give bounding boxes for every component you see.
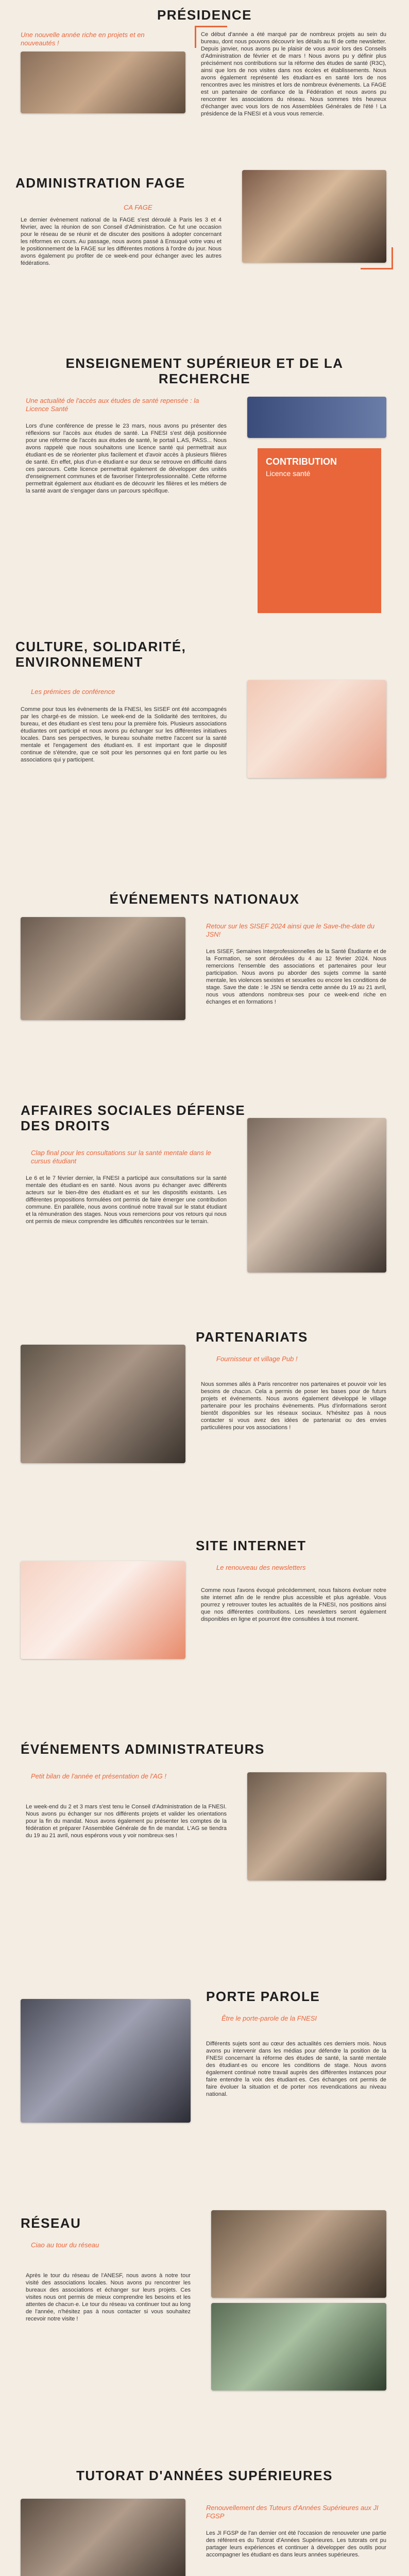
affaires-photo — [247, 1118, 386, 1273]
reseau-photo-1 — [211, 2210, 386, 2298]
evenements-admin-subtitle: Petit bilan de l'année et présentation de l'AG ! — [31, 1772, 166, 1780]
fage-title: ADMINISTRATION FAGE — [15, 175, 185, 191]
partenariats-title: PARTENARIATS — [196, 1329, 308, 1345]
evenements-subtitle: Retour sur les SISEF 2024 ainsi que le Save-the-date du JSN! — [206, 922, 375, 938]
affaires-subtitle: Clap final pour les consultations sur la santé mentale dans le cursus étudiant — [31, 1149, 211, 1165]
presidence-subtitle: Une nouvelle année riche en projets et en nouveautés ! — [21, 31, 145, 47]
tutorat-sup-subtitle: Renouvellement des Tuteurs d'Années Supérieures aux JI FGSP — [206, 2504, 379, 2520]
reseau-subtitle: Ciao au tour du réseau — [31, 2241, 99, 2249]
presidence-text: Ce début d'année a été marqué par de nombreux projets au sein du bureau, dont nous pouvons découvrir les détails au fil de cette newsletter. Depuis janvier, nous avons pu le plaisir de vous avoir lors des Conseils d'Administration de février et de mars ! Nous avons pu y définir plus précisément nos contributions sur la réforme des études de santé (R3C), ainsi que lors de nos visites dans nos écoles et établissements. Nous avons également représenté les étudiant·es en santé lors de nos rencontres avec les ministres et lors de nombreux évènements. La FAGE est un partenaire de confiance de la Fédération et nous avons pu rencontrer les associations du réseau. Nous sommes très heureux d'échanger avec vous lors de nos Assemblées Générales de l'été ! La présidence de la FNESI et à vous vous remercie. — [201, 31, 386, 117]
culture-illustration — [247, 680, 386, 778]
decor-bracket — [195, 26, 227, 48]
site-subtitle: Le renouveau des newsletters — [216, 1564, 306, 1571]
tutorat-sup-title: TUTORAT D'ANNÉES SUPÉRIEURES — [76, 2468, 333, 2483]
partenariats-text: Nous sommes allés à Paris rencontrer nos partenaires et pouvoir voir les besoins de chacun. Cela a permis de poser les bases pour de futurs projets et événements. Nous avons également développé le village partenaire pour les prochains évènements. Plus d'informations seront bientôt disponibles sur les réseaux sociaux. N'hésitez pas à nous contacter si vous avez des idées de partenariat ou des envies particulières pour vos associations ! — [201, 1381, 386, 1431]
enseignement-photo — [247, 397, 386, 438]
evenements-photo — [21, 917, 185, 1020]
reseau-text: Après le tour du réseau de l'ANESF, nous avons à notre tour visité des associations locales. Nous avons pu rencontrer les bureaux des associations et échanger sur leurs projets. Ces visites nous ont permis de mieux comprendre les besoins et les attentes de chacun·e. Le tour du réseau va continuer tout au long de l'année, n'hésitez pas à nous contacter si vous souhaitez recevoir notre visite ! — [26, 2273, 191, 2322]
evenements-admin-title: ÉVÉNEMENTS ADMINISTRATEURS — [21, 1741, 265, 1757]
evenements-admin-text: Le week-end du 2 et 3 mars s'est tenu le Conseil d'Administration de la FNESI. Nous avons pu échanger sur nos différents projets et valider les orientations pour la fin du mandat. Nous avons également pu présenter les comptes de la fédération et préparer l'Assemblée Générale de fin de mandat. L'AG se tiendra du 19 au 21 avril, nous espérons vous y voir nombreux·ses ! — [26, 1804, 227, 1839]
site-illustration — [21, 1561, 185, 1659]
culture-title: CULTURE, SOLIDARITÉ, ENVIRONNEMENT — [15, 639, 186, 670]
reseau-photo-2 — [211, 2303, 386, 2391]
cover-line2: Licence santé — [266, 469, 311, 478]
porte-parole-title: PORTE PAROLE — [206, 1989, 320, 2004]
evenements-title: ÉVÉNEMENTS NATIONAUX — [109, 891, 300, 907]
tutorat-sup-photo — [21, 2499, 185, 2576]
culture-subtitle: Les prémices de conférence — [31, 688, 115, 696]
porte-parole-subtitle: Être le porte-parole de la FNESI — [221, 2014, 317, 2022]
fage-text: Le dernier évènement national de la FAGE s'est déroulé à Paris les 3 et 4 février, avec la réunion de son Conseil d'Administration. Ce fut une occasion pour le réseau de se réunir et de discuter des positions à adopter concernant les réformes en cours. Au passage, nous avons passé à Ensuqué votre vœu et le positionnement de la FAGE sur les différentes motions à l'ordre du jour. Nous avons également pu profiter de ce week-end pour échanger avec les autres fédérations. — [21, 217, 221, 266]
evenements-admin-photo — [247, 1772, 386, 1880]
affaires-title: AFFAIRES SOCIALES DÉFENSE DES DROITS — [21, 1103, 246, 1133]
site-text: Comme nous l'avons évoqué précédemment, nous faisons évoluer notre site internet afin de le rendre plus accessible et plus agréable. Vous pourrez y retrouver toutes les actualités de la FNESI, nos positions ainsi que nos différentes contributions. Les newsletters seront également disponibles en ligne et pourront être consultées à tout moment. — [201, 1587, 386, 1622]
partenariats-photo — [21, 1345, 185, 1463]
decor-bracket — [361, 247, 393, 269]
porte-parole-text: Différents sujets sont au cœur des actualités ces derniers mois. Nous avons pu intervenir dans les médias pour défendre la position de la FNESI concernant la réforme des études de santé, la santé mentale des étudiant·es ou encore les conditions de stage. Nous avons également continué notre travail auprès des différentes instances pour faire entendre la voix des étudiant·es. Ces échanges ont permis de faire évoluer la situation et de porter nos revendications au niveau national. — [206, 2041, 386, 2097]
enseignement-title: ENSEIGNEMENT SUPÉRIEUR ET DE LA RECHERCHE — [65, 355, 344, 386]
partenariats-subtitle: Fournisseur et village Pub ! — [216, 1355, 298, 1363]
enseignement-subtitle: Une actualité de l'accès aux études de santé repensée : la Licence Santé — [26, 397, 199, 413]
cover-line1: CONTRIBUTION — [266, 456, 337, 467]
affaires-text: Le 6 et le 7 février dernier, la FNESI a participé aux consultations sur la santé mentale des étudiant·es en santé. Nous avons pu échanger avec différents acteurs sur le bien-être des étudiant·es et sur les dispositifs existants. Les différentes propositions formulées ont permis de faire émerger une contribution commune. En parallèle, nous avons continué notre travail sur le statut étudiant et la rémunération des stages. Nous vous remercions pour vos retours qui nous ont permis de mieux comprendre les difficultés rencontrées sur le terrain. — [26, 1175, 227, 1225]
fage-subtitle: CA FAGE — [124, 204, 152, 211]
site-title: SITE INTERNET — [196, 1538, 306, 1553]
enseignement-text: Lors d'une conférence de presse le 23 mars, nous avons pu présenter des réflexions sur l'accès aux études de santé. La FNESI s'est déjà positionnée pour une réforme de l'accès aux études de santé, le portail L.AS, PASS... Nous avons rappelé que nous souhaitons une licence santé qui permettrait aux étudiant·es de se réorienter plus facilement et d'avoir accès à plusieurs filières de santé. En effet, plus d'un·e étudiant·e sur deux se retrouve en difficulté dans ces parcours. Cette licence permettrait également de développer des unités d'enseignement communes et de favoriser l'interprofessionnalité. Cette réforme permettrait également aux étudiant·es de découvrir les filières et les métiers de la santé avant de s'engager dans un parcours spécifique. — [26, 423, 227, 494]
tutorat-sup-text: Les JI FGSP de l'an dernier ont été l'occasion de renouveler une partie des référent·es du Tutorat d'Années Supérieures. Les tutorats ont pu partager leurs expériences et continuer à développer des outils pour accompagner les étudiant·es dans leurs années supérieures. — [206, 2530, 386, 2558]
presidence-title: PRÉSIDENCE — [157, 7, 252, 23]
reseau-title: RÉSEAU — [21, 2215, 81, 2231]
licence-sante-cover — [258, 448, 381, 613]
evenements-text: Les SISEF, Semaines Interprofessionnelles de la Santé Étudiante et de la Formation, se sont déroulées du 4 au 12 février 2024. Nous remercions l'ensemble des associations et partenaires pour leur participation. Nous avons pu aborder des sujets comme la santé mentale, les violences sexistes et sexuelles ou encore les conditions de stage. Save the date : le JSN se tiendra cette année du 19 au 21 avril, nous vous attendons nombreux·ses pour ce week-end riche en échanges et en formations ! — [206, 948, 386, 1005]
presidence-photo — [21, 52, 185, 113]
culture-text: Comme pour tous les évènements de la FNESI, les SISEF ont été accompagnés par les chargé·es de mission. Le week-end de la Solidarité des territoires, du bureau, et des étudiant·es s'est tenu pour la première fois. Plusieurs associations étudiantes ont participé et nous avons pu échanger sur les différentes initiatives locales. Dans ses perspectives, le bureau souhaite mettre l'accent sur la santé mentale et l'engagement des étudiant·es. Il est important que le dispositif continue de s'étendre, que ce soit pour les personnes qui en font partie ou les associations qui y participent. — [21, 706, 227, 763]
porte-parole-photo — [21, 1999, 191, 2123]
